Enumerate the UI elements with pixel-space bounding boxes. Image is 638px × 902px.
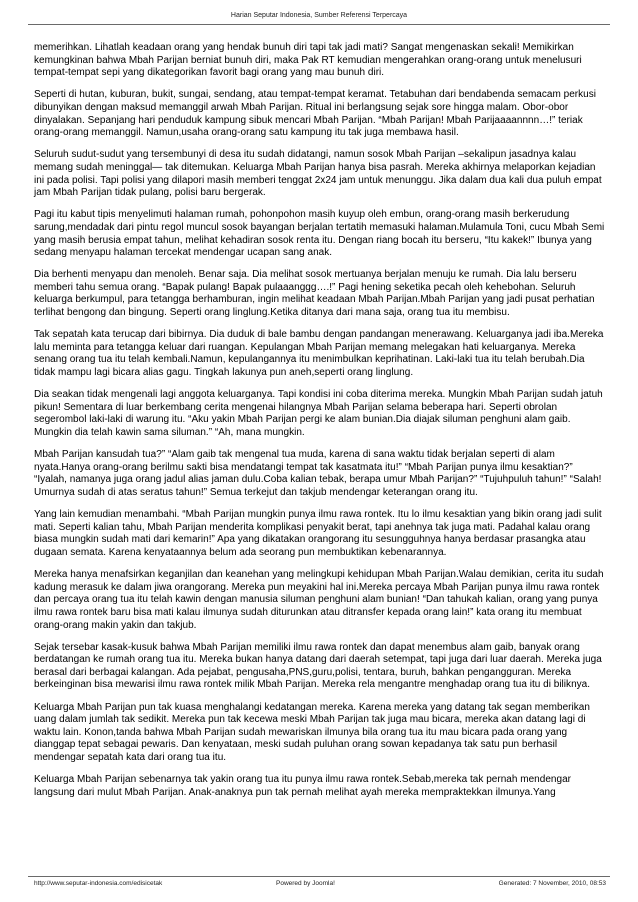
source-url: http://www.seputar-indonesia.com/edisicetak — [34, 880, 163, 887]
paragraph: Keluarga Mbah Parijan pun tak kuasa menghalangi kedatangan mereka. Karena mereka yang datang tak segan memberikan uang dalam jumlah tak sedikit. Mereka pun tak kecewa meski Mbah Parijan tak juga mau bicara, mereka akan datang lagi di waktu lain. Konon,tanda bahwa Mbah Parijan sudah mewariskan ilmunya bila orang tua itu mau bicara pada orang yang dianggap tepat sebagai pewaris. Dan kenyataan, meski sudah puluhan orang sowan kepadanya tak satu pun berhasil mendengar sepatah kata dari orang tua itu. — [34, 701, 590, 764]
publication-title: Harian Seputar Indonesia, Sumber Referensi Terpercaya — [230, 12, 408, 19]
paragraph: Dia seakan tidak mengenali lagi anggota keluarganya. Tapi kondisi ini coba diterima mereka. Mungkin Mbah Parijan sudah jatuh pikun! Sementara di luar berkembang cerita mengenai hilangnya Mbah Parijan selama beberapa hari. Seperti obrolan segerombol laki-laki di warung itu. “Aku yakin Mbah Parijan pergi ke alam bunian.Dia diajak siluman penghuni alam gaib. Mungkin dia telah kawin sama siluman.” “Ah, mana mungkin. — [34, 389, 603, 438]
paragraph: Pagi itu kabut tipis menyelimuti halaman rumah, pohonpohon masih kuyup oleh embun, orang-orang masih berkerudung sarung,mendadak dari pintu regol muncul sosok bayangan berjalan tertatih memasuki halaman.Mulamula Toni, cucu Mbah Semi yang masih berusia empat tahun, melihat kehadiran sosok renta itu. Dengan riang bocah itu berseru, “Itu kakek!” Ibunya yang sedang menyapu halaman tercekat mendengar ucapan sang anak. — [34, 209, 605, 259]
header-divider — [28, 24, 610, 25]
paragraph: Tak sepatah kata terucap dari bibirnya. Dia duduk di bale bambu dengan pandangan menerawang. Keluarganya jadi iba.Mereka lalu meminta para tetangga keluar dari ruangan. Kepulangan Mbah Parijan memang melegakan hati keluarganya. Mereka senang orang tua itu telah kembali.Namun, kepulangannya itu menimbulkan keprihatinan. Laki-laki tua itu telah berubah.Dia tidak mampu lagi bicara alias gagu. Tingkah lakunya pun aneh,seperti orang linglung. — [34, 329, 604, 379]
paragraph: Sejak tersebar kasak-kusuk bahwa Mbah Parijan memiliki ilmu rawa rontek dan dapat menembus alam gaib, banyak orang berdatangan ke rumah orang tua itu. Mereka bukan hanya datang dari daerah setempat, tapi juga dari luar daerah. Mereka juga berasal dari berbagai kalangan. Ada pejabat, pengusaha,PNS,guru,polisi, tentara, buruh, bahkan pengangguran. Mereka berkeinginan bisa mewarisi ilmu rawa rontek milik Mbah Parijan. Mereka rela mengantre menghadap orang tua itu di biliknya. — [34, 641, 602, 691]
page-header — [28, 11, 610, 20]
paragraph: Seperti di hutan, kuburan, bukit, sungai, sendang, atau tempat-tempat keramat. Tetabuhan dari bendabenda semacam perkusi dibunyikan dengan maksud memanggil arwah Mbah Parijan. Ritual ini berlangsung sejak sore hingga malam. Obor-obor dinyalakan. Sepanjang hari penduduk kampung sibuk mencari Mbah Parijan. “Mbah Parijan! Mbah Parijaaaannnn…!” teriak orang-orang memanggil. Namun,usaha orang-orang satu kampung itu tak juga membawa hasil. — [34, 89, 597, 139]
powered-by: Powered by Joomla! — [276, 880, 335, 887]
page-footer — [34, 879, 606, 889]
paragraph: Mbah Parijan kansudah tua?” “Alam gaib tak mengenal tua muda, karena di sana waktu tidak berjalan seperti di alam nyata.Hanya orang-orang berilmu sakti bisa mendatangi tempat tak kasatmata itu!” “Mbah Parijan punya ilmu kesaktian?” “Iyalah, namanya juga orang jadul alias jaman dulu.Coba kalian tebak, berapa umur Mbah Parijan?” “Tujuhpuluh tahun!” “Salah! Umurnya sudah di atas seratus tahun!” Semua terkejut dan takjub mendengar keterangan orang itu. — [34, 449, 602, 498]
paragraph: Dia berhenti menyapu dan menoleh. Benar saja. Dia melihat sosok mertuanya berjalan menuju ke rumah. Dia lalu berseru memberi tahu semua orang. “Bapak pulang! Bapak pulaaanggg….!” Pagi hening seketika pecah oleh kehebohan. Seluruh keluarga berkumpul, para tetangga berhamburan, ingin melihat keadaan Mbah Parijan.Mbah Parijan yang jadi pusat perhatian terlihat bengong dan bingung. Seperti orang linglung.Ketika ditanya dari mana saja, orang tua itu membisu. — [34, 269, 595, 319]
paragraph: Seluruh sudut-sudut yang tersembunyi di desa itu sudah didatangi, namun sosok Mbah Parijan –sekalipun jasadnya kalau memang sudah meninggal— tak ditemukan. Keluarga Mbah Parijan hanya bisa pasrah. Mereka akhirnya melaporkan kejadian ini pada polisi. Tapi polisi yang dilapori masih memberi tenggat 2x24 jam untuk menunggu. Jika dalam dua kali dua puluh empat jam Mbah Parijan tidak pulang, polisi baru bergerak. — [34, 149, 602, 199]
paragraph: Yang lain kemudian menambahi. “Mbah Parijan mungkin punya ilmu rawa rontek. Itu lo ilmu kesaktian yang bikin orang jadi sulit mati. Seperti kalian tahu, Mbah Parijan menderita komplikasi penyakit berat, tapi anehnya tak juga mati. Padahal kalau orang biasa mungkin sudah mati dari kemarin!” Apa yang dikatakan orangorang itu sesungguhnya hanya berdasar prasangka atau dugaan semata. Karena kenyataannya belum ada seorang pun membuktikan kebenarannya. — [34, 509, 602, 558]
article-body — [34, 42, 608, 809]
paragraph: Mereka hanya menafsirkan keganjilan dan keanehan yang melingkupi kehidupan Mbah Parijan.Walau demikian, cerita itu sudah kadung merasuk ke dalam jiwa orangorang. Mereka pun meyakini hal ini.Mereka percaya Mbah Parijan punya ilmu rawa rontek dan percaya orang tua itu telah kawin dengan manusia siluman penghuni alam bunian! “Dan tahukah kalian, orang yang punya ilmu rawa rontek baru bisa mati kalau ilmunya sudah diturunkan atau ditransfer kepada orang lain!” kata orang itu membuat orang-orang makin yakin dan takjub. — [34, 569, 604, 631]
paragraph: Keluarga Mbah Parijan sebenarnya tak yakin orang tua itu punya ilmu rawa rontek.Sebab,mereka tak pernah mendengar langsung dari mulut Mbah Parijan. Anak-anaknya pun tak pernah melihat ayah mereka mempraktekkan ilmunya.Yang — [34, 774, 572, 798]
generated-date: Generated: 7 November, 2010, 08:53 — [498, 880, 606, 887]
paragraph: memerihkan. Lihatlah keadaan orang yang hendak bunuh diri tapi tak jadi mati? Sangat mengenaskan sekali! Memikirkan kemungkinan bahwa Mbah Parijan berniat bunuh diri, maka Pak RT kemudian mengerahkan orang-orang untuk menelusuri tempat-tempat sepi yang dikategorikan favorit bagi orang yang mau bunuh diri. — [34, 42, 582, 79]
footer-divider — [28, 876, 610, 877]
